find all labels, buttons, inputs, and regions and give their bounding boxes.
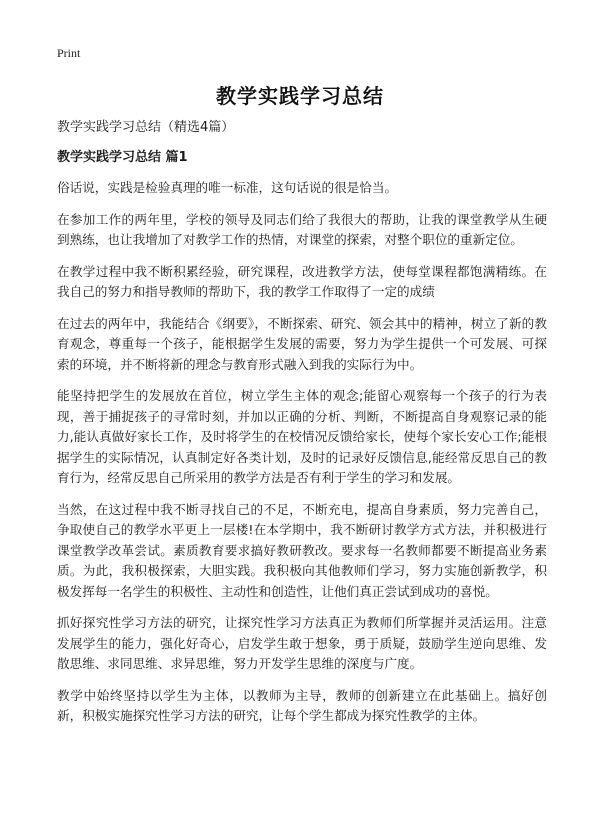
paragraph: 抓好探究性学习方法的研究，让探究性学习方法真正为教师们所掌握并灵活运用。注意发展学生的能力，强化好奇心，启发学生敢于想象，勇于质疑，鼓励学生逆向思维、发散思维、求同思维、求异思维，努力开发学生思维的深度与广度。 — [57, 615, 547, 671]
paragraph: 在教学过程中我不断积累经验，研究课程，改进教学方法，使每堂课程都饱满精练。在我自己的努力和指导教师的帮助下，我的教学工作取得了一定的成绩 — [57, 263, 547, 299]
document-body — [57, 118, 547, 738]
print-link[interactable]: Print — [57, 46, 81, 60]
paragraph: 在参加工作的两年里，学校的领导及同志们给了我很大的帮助，让我的课堂教学从生硬到熟练，也让我增加了对教学工作的热情，对课堂的探索，对整个职位的重新定位。 — [57, 211, 547, 247]
document-subtitle: 教学实践学习总结（精选4篇） — [57, 120, 235, 135]
paragraph: 教学中始终坚持以学生为主体，以教师为主导，教师的创新建立在此基础上。搞好创新，积极实施探究性学习方法的研究，让每个学生都成为探究性教学的主体。 — [57, 687, 547, 723]
section-heading: 教学实践学习总结 篇1 — [57, 150, 188, 165]
paragraph: 能坚持把学生的发展放在首位，树立学生主体的观念;能留心观察每一个孩子的行为表现，善于捕捉孩子的寻常时刻，并加以正确的分析、判断，不断提高自身观察记录的能力,能认真做好家长工作，及时将学生的在校情况反馈给家长，使每个家长安心工作;能根据学生的实际情况，认真制定好各类计划，及时的记录好反馈信息,能经常反思自己的教育行为，经常反思自己所采用的教学方法是否有利于学生的学习和发展。 — [57, 388, 547, 485]
paragraph: 俗话说，实践是检验真理的唯一标准，这句话说的很是恰当。 — [57, 180, 398, 195]
paragraph: 当然，在这过程中我不断寻找自己的不足，不断充电，提高自身素质，努力完善自己，争取使自己的教学水平更上一层楼!在本学期中，我不断研讨教学方式方法，并积极进行课堂教学改革尝试。素质教育要求搞好教研教改。要求每一名教师都要不断提高业务素质。为此，我积极探索，大胆实践。我积极向其他教师们学习，努力实施创新教学，积极发挥每一名学生的积极性、主动性和创造性，让他们真正尝试到成功的喜悦。 — [57, 501, 547, 599]
page-title: 教学实践学习总结 — [216, 84, 384, 108]
paragraph: 在过去的两年中，我能结合《纲要》，不断探索、研究、领会其中的精神，树立了新的教育观念，尊重每一个孩子，能根据学生发展的需要，努力为学生提供一个可发展、可探索的环境，并不断将新的理念与教育形式融入到我的实际行为中。 — [57, 315, 547, 372]
